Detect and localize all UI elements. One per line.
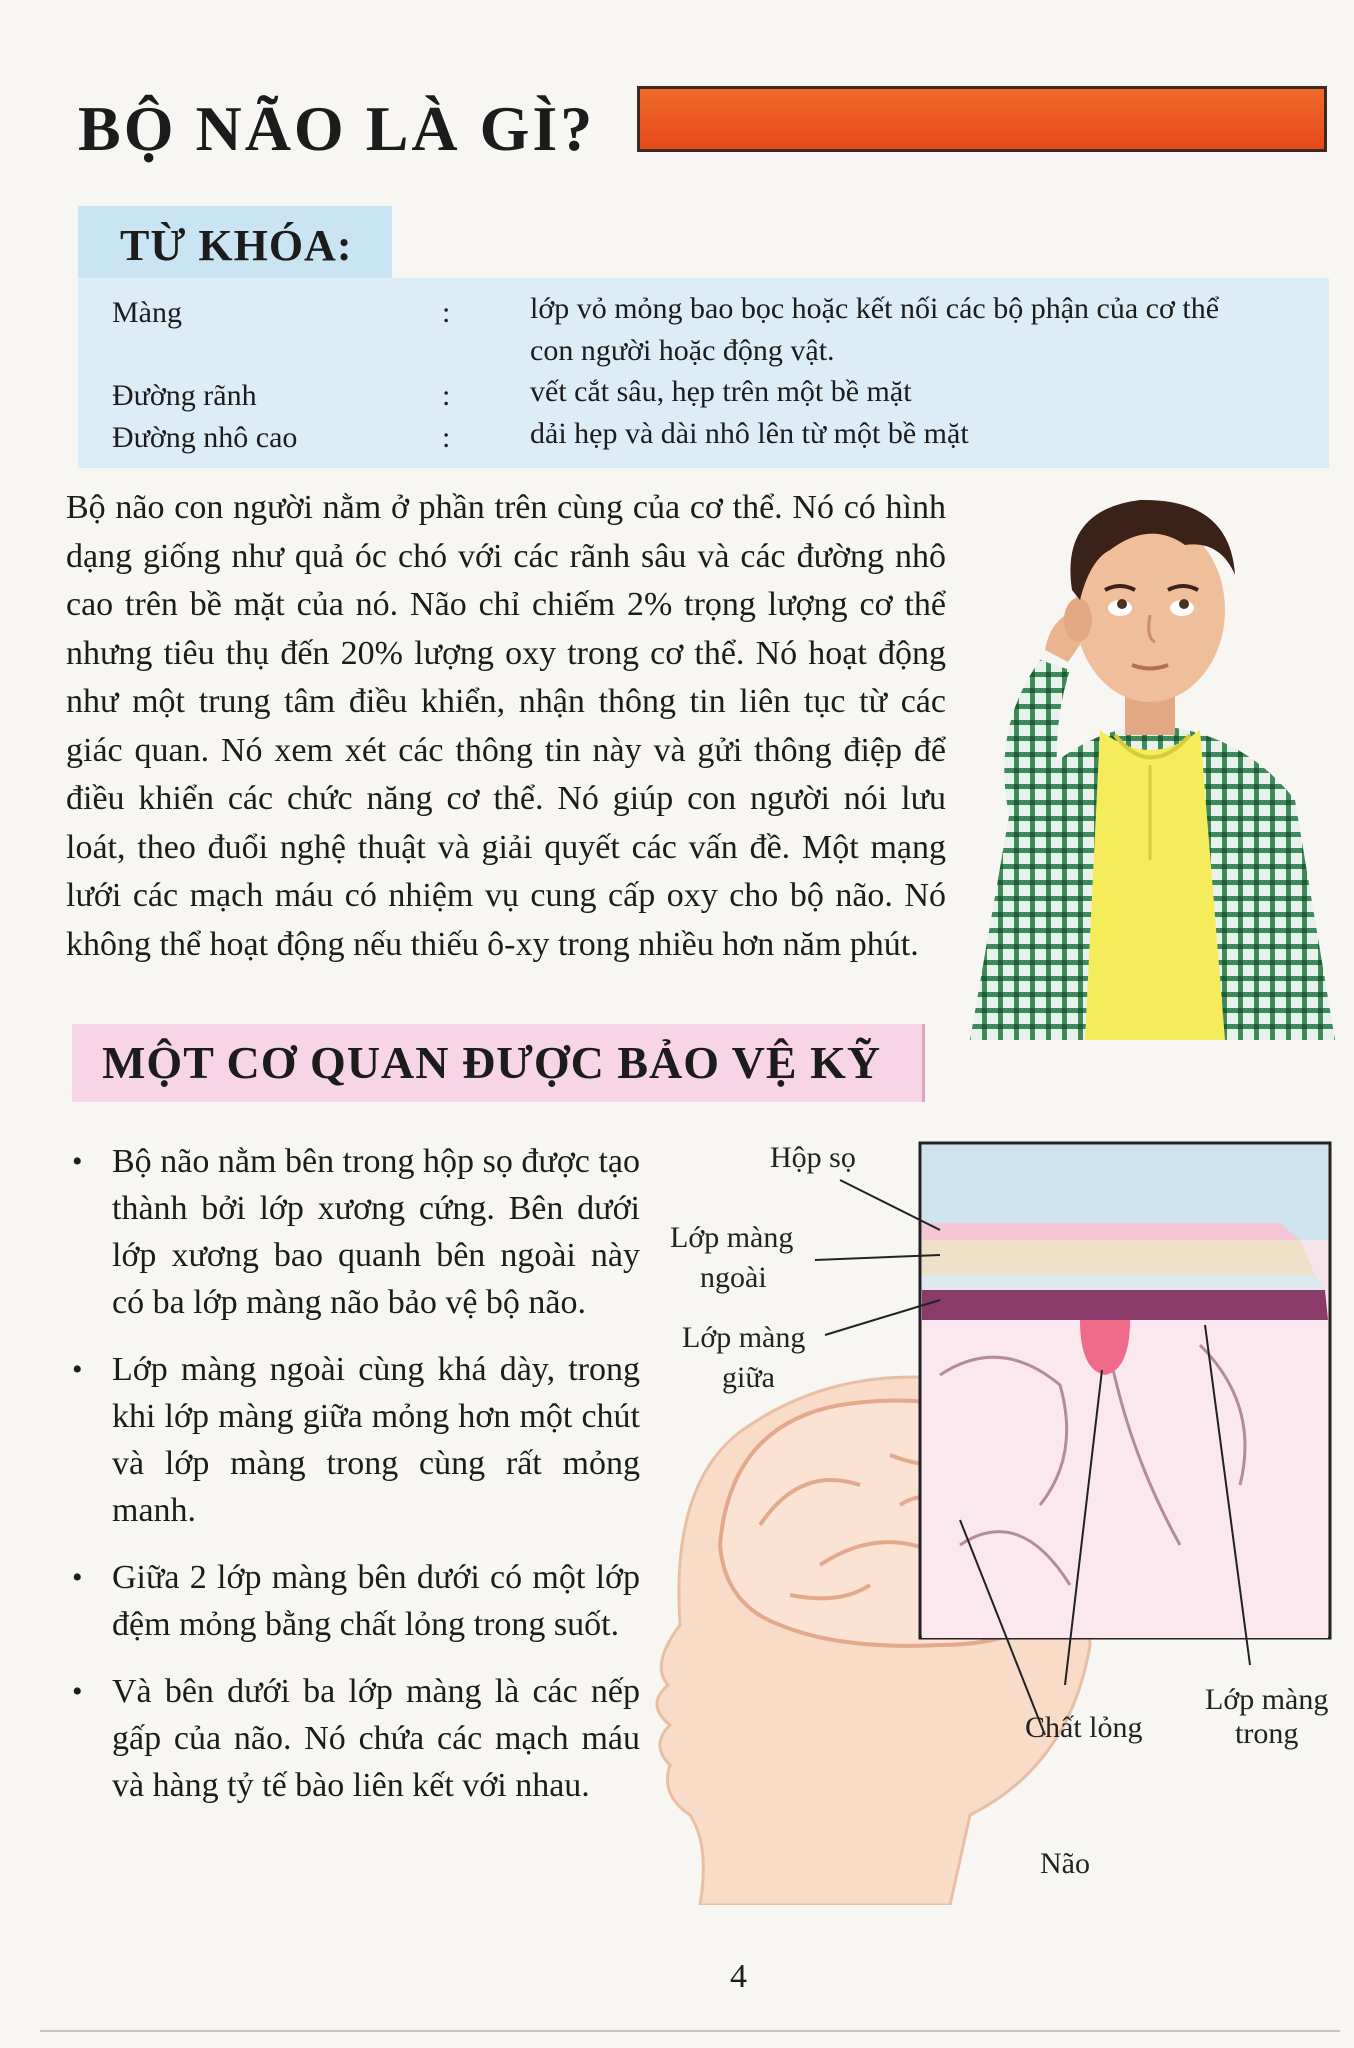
label-outer-membrane-2: ngoài (700, 1261, 767, 1294)
label-middle-membrane-2: giữa (722, 1361, 775, 1394)
bullet-icon: • (72, 1675, 83, 1708)
list-item (70, 1138, 640, 1326)
bullet-text: Và bên dưới ba lớp màng là các nếp gấp của não. Nó chứa các mạch máu và hàng tỷ tế bào liên kết với nhau. (112, 1673, 640, 1804)
bullet-text: Bộ não nằm bên trong hộp sọ được tạo thành bởi lớp xương cứng. Bên dưới lớp xương bao quanh bên ngoài này có ba lớp màng não bảo vệ bộ não. (112, 1143, 640, 1321)
label-middle-membrane: Lớp màng (682, 1321, 806, 1354)
keyword-definition: dải hẹp và dài nhô lên từ một bề mặt (530, 417, 969, 450)
list-item (70, 1668, 640, 1809)
intro-paragraph: Bộ não con người nằm ở phần trên cùng của cơ thể. Nó có hình dạng giống như quả óc chó với các rãnh sâu và các đường nhô cao trên bề mặt của nó. Não chỉ chiếm 2% trọng lượng cơ thể nhưng tiêu thụ đến 20% lượng oxy trong cơ thể. Nó hoạt động như một trung tâm điều khiển, nhận thông tin liên tục từ các giác quan. Nó xem xét các thông tin này và gửi thông điệp để điều khiển các chức năng cơ thể. Nó giúp con người nói lưu loát, theo đuổi nghệ thuật và giải quyết các vấn đề. Một mạng lưới các mạch máu có nhiệm vụ cung cấp oxy cho bộ não. Nó không thể hoạt động nếu thiếu ô-xy trong nhiều hơn năm phút. (66, 489, 946, 963)
keyword-term: Đường rãnh (112, 379, 257, 412)
keyword-term: Màng (112, 296, 182, 329)
bullet-list (70, 1138, 640, 1829)
page-number: 4 (730, 1958, 747, 1995)
list-item (70, 1554, 640, 1648)
label-brain: Não (1040, 1847, 1090, 1880)
thinking-boy-illustration (950, 480, 1345, 1040)
title-accent-bar (637, 86, 1327, 152)
label-skull: Hộp sọ (770, 1141, 856, 1174)
keyword-heading: TỪ KHÓA: (120, 221, 353, 270)
keyword-definition: vết cắt sâu, hẹp trên một bề mặt (530, 375, 912, 408)
label-inner-membrane-2: trong (1235, 1717, 1299, 1750)
keyword-colon: : (442, 379, 451, 412)
label-fluid: Chất lỏng (1025, 1711, 1143, 1744)
bullet-text: Lớp màng ngoài cùng khá dày, trong khi lớp màng giữa mỏng hơn một chút và lớp màng trong cùng rất mỏng manh. (112, 1351, 640, 1529)
bottom-divider (40, 2030, 1340, 2032)
keyword-term: Đường nhô cao (112, 421, 298, 454)
bullet-text: Giữa 2 lớp màng bên dưới có một lớp đệm mỏng bằng chất lỏng trong suốt. (112, 1559, 640, 1643)
keyword-definition: lớp vỏ mỏng bao bọc hoặc kết nối các bộ phận của cơ thể (530, 292, 1220, 325)
section-heading: MỘT CƠ QUAN ĐƯỢC BẢO VỆ KỸ (102, 1037, 882, 1088)
page-title: BỘ NÃO LÀ GÌ? (78, 93, 596, 164)
keyword-definition-cont: con người hoặc động vật. (530, 334, 835, 367)
list-item (70, 1346, 640, 1534)
bullet-icon: • (72, 1353, 83, 1386)
keyword-colon: : (442, 296, 451, 329)
meninges-diagram (640, 1125, 1340, 1905)
label-inner-membrane: Lớp màng (1205, 1683, 1329, 1716)
bullet-icon: • (72, 1561, 83, 1594)
label-outer-membrane: Lớp màng (670, 1221, 794, 1254)
bullet-icon: • (72, 1145, 83, 1178)
keyword-colon: : (442, 421, 451, 454)
